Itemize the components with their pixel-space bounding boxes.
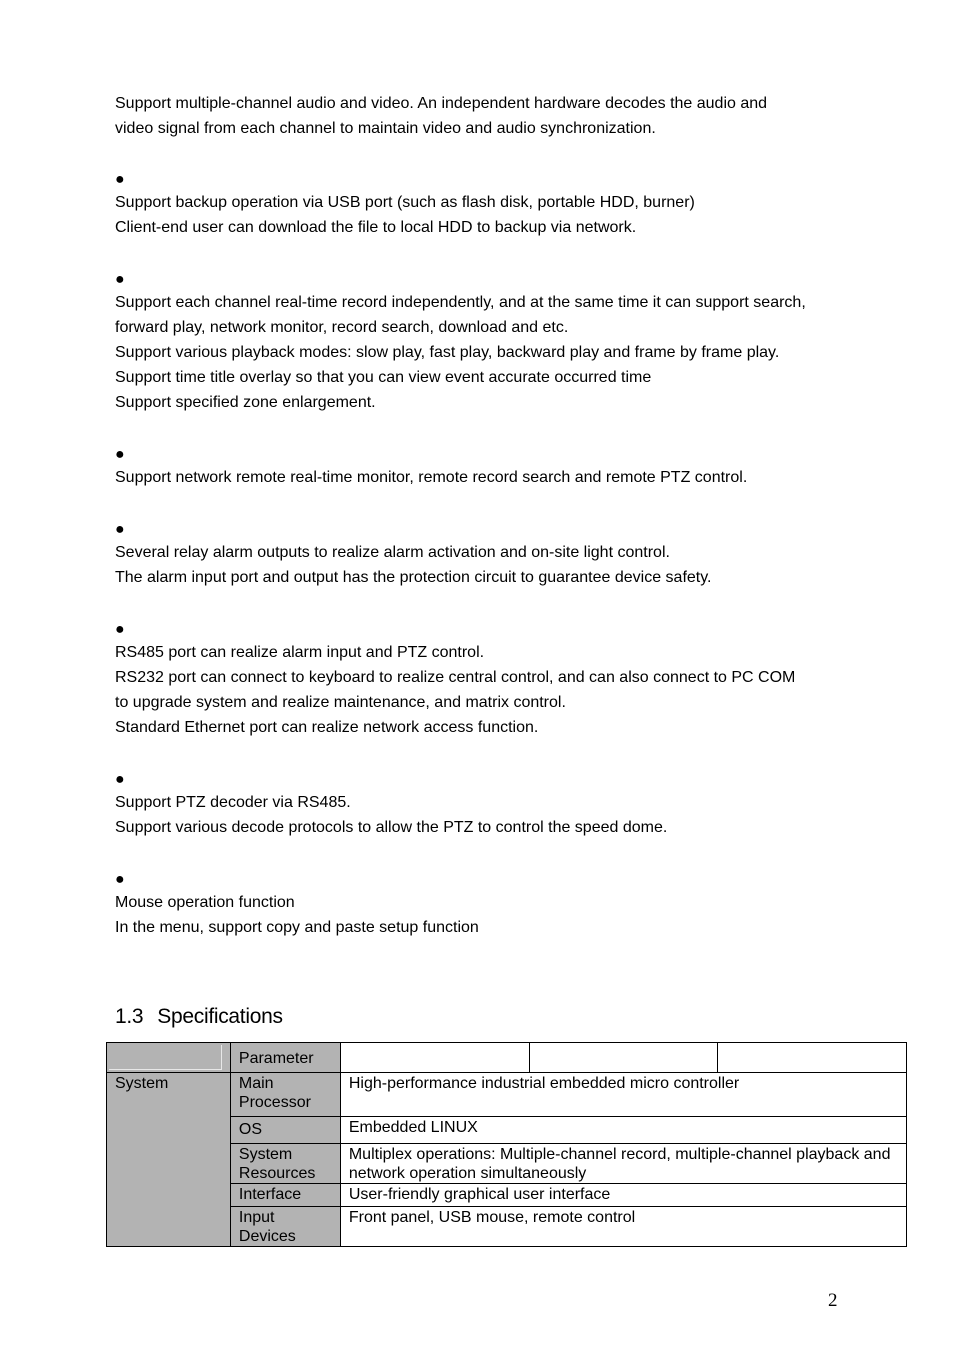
bullet-icon: ● [115,771,125,788]
intro-line: video signal from each channel to maintain video and audio synchronization. [115,120,656,137]
feature-line: Support time title overlay so that you can view event accurate occurred time [115,369,652,386]
bullet-icon: ● [115,171,125,188]
feature-group-ports [115,620,875,740]
category-label: System [115,1075,169,1092]
value-cell: Embedded LINUX [340,1117,906,1144]
feature-line: Support backup operation via USB port (such as flash disk, portable HDD, burner) [115,194,695,211]
header-empty-cell [529,1043,718,1073]
value-cell: User-friendly graphical user interface [340,1184,906,1207]
feature-line: Several relay alarm outputs to realize alarm activation and on-site light control. [115,544,670,561]
header-parameter-cell: Parameter [230,1043,340,1073]
table-row [107,1073,907,1117]
header-empty-cell [340,1043,529,1073]
feature-group-ptz [115,770,875,840]
feature-group-network [115,445,875,490]
feature-line: In the menu, support copy and paste setup function [115,919,479,936]
feature-line: Support various decode protocols to allow the PTZ to control the speed dome. [115,819,668,836]
feature-line: to upgrade system and realize maintenance, and matrix control. [115,694,566,711]
feature-line: Support network remote real-time monitor, remote record search and remote PTZ control. [115,469,748,486]
header-category-cell [107,1043,231,1073]
value-cell: High-performance industrial embedded micro controller [340,1073,906,1117]
feature-line: Support various playback modes: slow play, fast play, backward play and frame by frame play. [115,344,780,361]
value-cell: Front panel, USB mouse, remote control [340,1207,906,1247]
section-heading [115,1005,283,1029]
feature-line: RS485 port can realize alarm input and PTZ control. [115,644,485,661]
feature-group-record [115,270,875,415]
table-header-row [107,1043,907,1073]
feature-group-mouse [115,870,875,940]
feature-line: Standard Ethernet port can realize network access function. [115,719,539,736]
bullet-icon: ● [115,621,125,638]
section-number: 1.3 [115,1005,144,1028]
feature-line: Support specified zone enlargement. [115,394,376,411]
feature-group-backup [115,170,875,240]
intro-line: Support multiple-channel audio and video. An independent hardware decodes the audio and [115,95,768,112]
page-number: 2 [828,1290,838,1311]
feature-line: Support PTZ decoder via RS485. [115,794,351,811]
intro-paragraph [115,91,875,141]
param-cell: Interface [230,1184,340,1207]
bullet-icon: ● [115,871,125,888]
header-empty-cell [718,1043,907,1073]
feature-line: forward play, network monitor, record search, download and etc. [115,319,569,336]
specifications-table [106,1042,907,1247]
param-cell: Main Processor [230,1073,340,1117]
section-title: Specifications [157,1005,283,1028]
feature-group-alarm [115,520,875,590]
value-cell: Multiplex operations: Multiple-channel record, multiple-channel playback and network operation simultaneously [340,1144,906,1184]
param-cell: System Resources [230,1144,340,1184]
param-cell: Input Devices [230,1207,340,1247]
feature-line: Support each channel real-time record independently, and at the same time it can support search, [115,294,806,311]
bullet-icon: ● [115,271,125,288]
feature-line: The alarm input port and output has the protection circuit to guarantee device safety. [115,569,712,586]
bullet-icon: ● [115,521,125,538]
param-cell: OS [230,1117,340,1144]
feature-line: RS232 port can connect to keyboard to realize central control, and can also connect to PC COM [115,669,796,686]
bullet-icon: ● [115,446,125,463]
feature-line: Mouse operation function [115,894,295,911]
feature-line: Client-end user can download the file to local HDD to backup via network. [115,219,637,236]
category-cell-system [107,1073,231,1247]
